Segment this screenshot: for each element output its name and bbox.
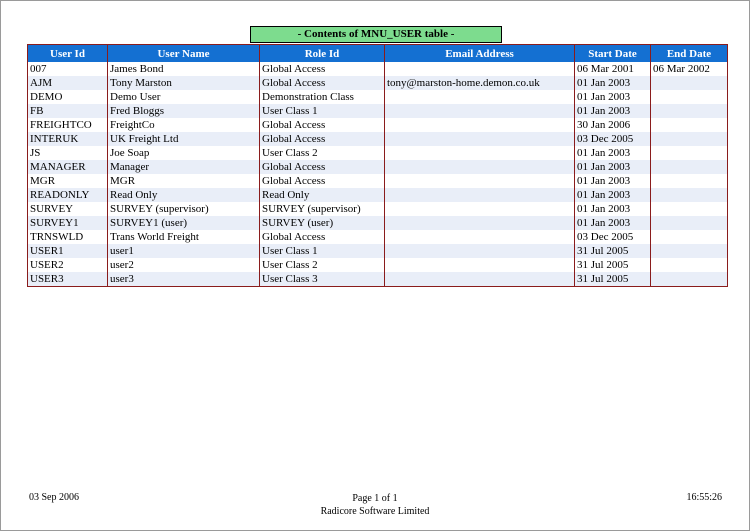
table-row [28, 272, 728, 287]
cell-end-date [651, 272, 728, 287]
table-body [28, 62, 728, 287]
cell-email-address: tony@marston-home.demon.co.uk [385, 76, 575, 90]
cell-role-id: User Class 2 [260, 146, 385, 160]
cell-user-name: UK Freight Ltd [108, 132, 260, 146]
table-row [28, 188, 728, 202]
table-row [28, 90, 728, 104]
footer-company: Radicore Software Limited [320, 506, 430, 517]
cell-role-id: SURVEY (user) [260, 216, 385, 230]
table-row [28, 244, 728, 258]
cell-role-id: Global Access [260, 230, 385, 244]
cell-user-id: SURVEY [28, 202, 108, 216]
table-row [28, 104, 728, 118]
footer-page-number: Page 1 of 1 [352, 493, 398, 504]
cell-user-name: Read Only [108, 188, 260, 202]
column-header-user-name: User Name [108, 45, 260, 63]
cell-end-date [651, 244, 728, 258]
table-row [28, 258, 728, 272]
cell-start-date: 03 Dec 2005 [575, 230, 651, 244]
cell-user-name: SURVEY1 (user) [108, 216, 260, 230]
cell-end-date [651, 160, 728, 174]
cell-role-id: User Class 2 [260, 258, 385, 272]
cell-email-address [385, 132, 575, 146]
column-header-user-id: User Id [28, 45, 108, 63]
cell-start-date: 03 Dec 2005 [575, 132, 651, 146]
cell-start-date: 06 Mar 2001 [575, 62, 651, 76]
cell-user-id: MANAGER [28, 160, 108, 174]
cell-start-date: 01 Jan 2003 [575, 160, 651, 174]
cell-user-name: Fred Bloggs [108, 104, 260, 118]
cell-user-id: 007 [28, 62, 108, 76]
cell-email-address [385, 146, 575, 160]
cell-email-address [385, 90, 575, 104]
cell-email-address [385, 160, 575, 174]
cell-user-name: MGR [108, 174, 260, 188]
cell-email-address [385, 272, 575, 287]
cell-email-address [385, 258, 575, 272]
cell-start-date: 01 Jan 2003 [575, 174, 651, 188]
cell-role-id: Global Access [260, 62, 385, 76]
table-row [28, 146, 728, 160]
table-row [28, 174, 728, 188]
table-row [28, 62, 728, 76]
cell-start-date: 01 Jan 2003 [575, 76, 651, 90]
cell-start-date: 01 Jan 2003 [575, 90, 651, 104]
cell-start-date: 30 Jan 2006 [575, 118, 651, 132]
table-row [28, 160, 728, 174]
cell-email-address [385, 174, 575, 188]
table-row [28, 216, 728, 230]
cell-user-id: JS [28, 146, 108, 160]
cell-user-id: USER3 [28, 272, 108, 287]
cell-end-date [651, 90, 728, 104]
cell-end-date [651, 230, 728, 244]
cell-user-name: user2 [108, 258, 260, 272]
cell-user-id: USER2 [28, 258, 108, 272]
cell-role-id: Global Access [260, 118, 385, 132]
cell-role-id: User Class 3 [260, 272, 385, 287]
column-header-end-date: End Date [651, 45, 728, 63]
cell-user-name: Demo User [108, 90, 260, 104]
cell-email-address [385, 104, 575, 118]
cell-role-id: Global Access [260, 76, 385, 90]
cell-user-id: SURVEY1 [28, 216, 108, 230]
cell-user-id: FB [28, 104, 108, 118]
footer-time: 16:55:26 [686, 492, 722, 503]
cell-user-name: SURVEY (supervisor) [108, 202, 260, 216]
cell-end-date [651, 76, 728, 90]
cell-role-id: Global Access [260, 174, 385, 188]
table-header-row [28, 45, 728, 63]
cell-start-date: 31 Jul 2005 [575, 244, 651, 258]
cell-email-address [385, 216, 575, 230]
cell-user-name: Joe Soap [108, 146, 260, 160]
column-header-role-id: Role Id [260, 45, 385, 63]
cell-user-name: user3 [108, 272, 260, 287]
cell-role-id: User Class 1 [260, 244, 385, 258]
cell-user-name: user1 [108, 244, 260, 258]
table-row [28, 202, 728, 216]
cell-user-id: DEMO [28, 90, 108, 104]
cell-start-date: 01 Jan 2003 [575, 104, 651, 118]
cell-start-date: 01 Jan 2003 [575, 202, 651, 216]
cell-user-name: Tony Marston [108, 76, 260, 90]
cell-end-date [651, 188, 728, 202]
column-header-email-address: Email Address [385, 45, 575, 63]
cell-email-address [385, 244, 575, 258]
cell-email-address [385, 230, 575, 244]
cell-start-date: 01 Jan 2003 [575, 188, 651, 202]
cell-user-id: READONLY [28, 188, 108, 202]
table-row [28, 132, 728, 146]
footer-date: 03 Sep 2006 [29, 492, 79, 503]
user-table [27, 44, 728, 287]
cell-end-date [651, 202, 728, 216]
cell-role-id: Global Access [260, 160, 385, 174]
footer-center [1, 492, 749, 518]
cell-user-id: TRNSWLD [28, 230, 108, 244]
cell-end-date: 06 Mar 2002 [651, 62, 728, 76]
cell-email-address [385, 62, 575, 76]
cell-user-id: USER1 [28, 244, 108, 258]
cell-user-id: MGR [28, 174, 108, 188]
cell-start-date: 31 Jul 2005 [575, 258, 651, 272]
cell-user-id: INTERUK [28, 132, 108, 146]
cell-start-date: 01 Jan 2003 [575, 216, 651, 230]
cell-user-id: FREIGHTCO [28, 118, 108, 132]
cell-email-address [385, 202, 575, 216]
cell-role-id: User Class 1 [260, 104, 385, 118]
cell-end-date [651, 258, 728, 272]
cell-role-id: Global Access [260, 132, 385, 146]
cell-end-date [651, 174, 728, 188]
cell-user-name: Manager [108, 160, 260, 174]
cell-role-id: Read Only [260, 188, 385, 202]
table-row [28, 118, 728, 132]
column-header-start-date: Start Date [575, 45, 651, 63]
cell-end-date [651, 146, 728, 160]
cell-email-address [385, 118, 575, 132]
cell-role-id: Demonstration Class [260, 90, 385, 104]
table-row [28, 76, 728, 90]
table-row [28, 230, 728, 244]
cell-user-id: AJM [28, 76, 108, 90]
cell-start-date: 31 Jul 2005 [575, 272, 651, 287]
cell-user-name: FreightCo [108, 118, 260, 132]
cell-end-date [651, 118, 728, 132]
cell-end-date [651, 132, 728, 146]
report-title: - Contents of MNU_USER table - [250, 26, 502, 43]
cell-user-name: James Bond [108, 62, 260, 76]
cell-end-date [651, 104, 728, 118]
cell-user-name: Trans World Freight [108, 230, 260, 244]
cell-role-id: SURVEY (supervisor) [260, 202, 385, 216]
cell-email-address [385, 188, 575, 202]
cell-end-date [651, 216, 728, 230]
cell-start-date: 01 Jan 2003 [575, 146, 651, 160]
